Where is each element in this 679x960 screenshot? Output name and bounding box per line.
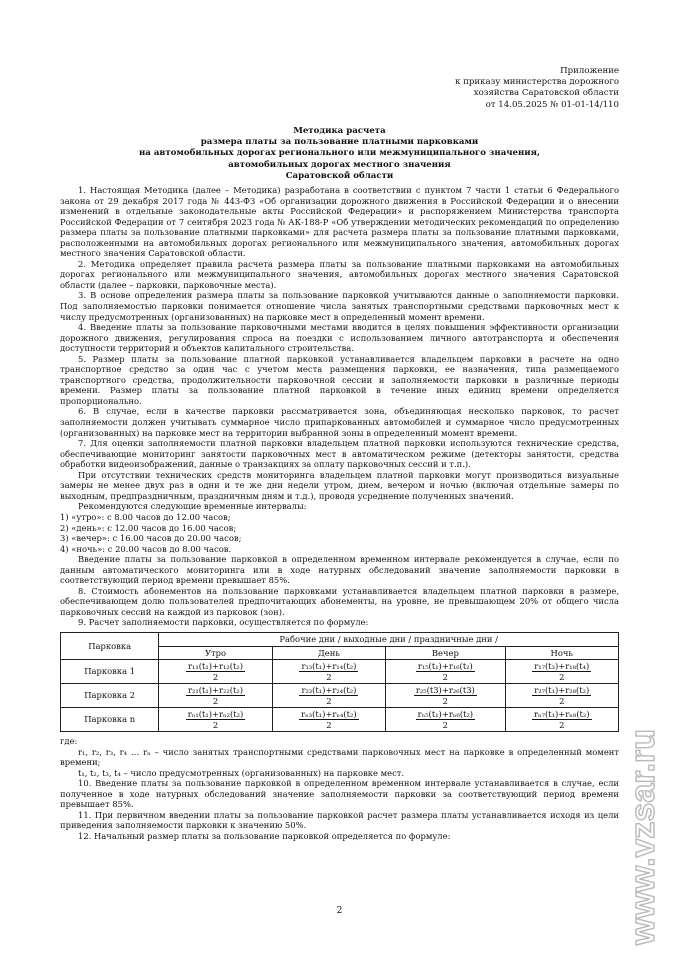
approval-block: [455, 66, 619, 111]
title-line: Саратовской области: [285, 170, 394, 181]
paragraph-7: 7. Для оценки заполняемости платной парковки владельцем платной парковки используются технические средства, обеспечивающие мониторинг занятости парковочных мест в автоматическом режиме (детекторы занятости, средства обработки видеоизображений, данные о транзакциях за оплату парковочных сессий и т.п.).: [60, 438, 619, 470]
fraction-numerator: r₁₅(t₁)+r₁₆(t₂): [417, 661, 473, 672]
formula-cell: [159, 660, 272, 684]
formula-cell: [159, 708, 272, 732]
period-header: День: [272, 646, 385, 660]
formula-cell: [505, 660, 618, 684]
title-line: на автомобильных дорогах регионального или межмуниципального значения,: [138, 148, 541, 159]
paragraph-9: 9. Расчет заполняемости парковки, осуществляется по формуле:: [78, 617, 369, 628]
table-row: [61, 708, 619, 732]
watermark: [624, 620, 668, 950]
period-header: Утро: [159, 646, 272, 660]
column-header-parking: Парковка: [61, 632, 159, 659]
fraction-denominator: 2: [212, 696, 219, 707]
row-label: Парковка n: [61, 708, 159, 732]
fraction-numerator: r₂₇(t₁)+r₂₈(t₂): [534, 685, 590, 696]
formula-cell: [386, 660, 505, 684]
interval-item: 1) «утро»: с 8.00 часов до 12.00 часов;: [60, 511, 231, 522]
formula-cell: [272, 684, 385, 708]
definition-r: r₁, r₂, r₃, r₄ … rₙ – число занятых транспортными средствами парковочных мест на парковке в определенный момент времени;: [60, 746, 619, 768]
interval-item: 3) «вечер»: с 16.00 часов до 20.00 часов;: [60, 533, 242, 544]
formula-cell: [159, 684, 272, 708]
paragraph-10: 10. Введение платы за пользование парковкой в определенном временном интервале устанавливается в случае, если полученное в ходе натурных обследований значение заполняемости парковки за соответствующий период времени превышает 85%.: [60, 778, 619, 810]
formula-cell: [386, 708, 505, 732]
fraction-numerator: r₂₁(t₁)+r₂₂(t₂): [188, 685, 244, 696]
fraction-denominator: 2: [212, 672, 219, 683]
table-row: [61, 684, 619, 708]
paragraph-6: 6. В случае, если в качестве парковки рассматривается зона, объединяющая несколько парковок, то расчет заполняемости должен учитывать суммарное число припаркованных автомобилей и суммарное число предусмотренных (организованных) на парковке мест на территории выбранной зоны в определенный момент времени.: [60, 406, 619, 438]
table-row: [61, 660, 619, 684]
period-header: Ночь: [505, 646, 618, 660]
title-line: Методика расчета: [293, 126, 386, 136]
fraction-numerator: r₁₇(t₃)+r₁₈(t₄): [534, 661, 590, 672]
interval-item: 2) «день»: с 12.00 часов до 16.00 часов;: [60, 522, 237, 533]
fraction-denominator: 2: [559, 672, 565, 683]
paragraph-1: 1. Настоящая Методика (далее – Методика) разработана в соответствии с пунктом 7 части 1 статьи 6 Федерального закона от 29 декабря 2017 года № 443-ФЗ «Об организации дорожного движения в Российской Федерации и о внесении изменений в отдельные законодательные акты Российской Федерации» и распоряжением Министерства транспорта Российской Федерации от 7 сентября 2023 года № АК-188-Р «Об утверждении методических рекомендаций по определению размера платы за пользование платными парковками» для расчета размера платы за пользование платными парковками, расположенными на автомобильных дорогах регионального или межмуниципального значения, автомобильных дорогах местного значения Саратовской области.: [60, 185, 619, 259]
fraction-denominator: 2: [326, 720, 332, 731]
formula-cell: [505, 708, 618, 732]
column-header-days: Рабочие дни / выходные дни / праздничные дни /: [159, 632, 619, 646]
paragraph-7d: Введение платы за пользование парковкой в определенном временном интервале рекомендуется в случае, если по данным автоматического мониторинга или в ходе натурных обследований значение заполняемости парковки в соответствующий период времени превышает 85%.: [60, 554, 619, 586]
fraction-denominator: 2: [326, 672, 332, 683]
approval-line: к приказу министерства дорожного: [455, 77, 619, 88]
paragraph-7b: При отсутствии технических средств мониторинга владельцем платной парковки могут производиться визуальные замеры не менее двух раз в одни и те же дни недели утром, днем, вечером и ночью (включая отдельные замеры по выходным, предпраздничным, праздничным дням и т.д.), проводя усреднение полученных значений.: [60, 469, 619, 501]
fraction-denominator: 2: [212, 720, 219, 731]
fraction-numerator: r₁₁(t₁)+r₁₂(t₂): [188, 661, 244, 672]
fraction-denominator: 2: [559, 720, 565, 731]
formula-cell: [272, 660, 385, 684]
paragraph-2: 2. Методика определяет правила расчета размера платы за пользование платными парковками на автомобильных дорогах регионального или межмуниципального значения, автомобильных дорогах местного значения Саратовской области (далее – парковки, парковочные места).: [60, 258, 619, 290]
fraction-denominator: 2: [442, 720, 448, 731]
fraction-numerator: rₙ₅(t₁)+rₙ₆(t₂): [417, 709, 474, 720]
fraction-numerator: r₂₅(t3)+r₂₆(t3): [415, 685, 475, 696]
fraction-denominator: 2: [559, 696, 565, 707]
watermark-text: www.vzsar.ru: [624, 728, 662, 945]
approval-line: хозяйства Саратовской области: [473, 88, 619, 99]
document-body: [60, 185, 619, 842]
fraction-numerator: r₂₃(t₁)+r₂₄(t₂): [301, 685, 357, 696]
row-label: Парковка 2: [61, 684, 159, 708]
period-header: Вечер: [386, 646, 505, 660]
paragraph-5: 5. Размер платы за пользование платной парковкой устанавливается владельцем парковки в расчете на одно транспортное средство за один час с учетом места размещения парковки, ее назначения, типа размещаемого транспортного средства, продолжительности парковочной сессии и заполняемости парковки в различные периоды времени. Размер платы за пользование платной парковкой в течение иных единиц времени определяется пропорционально.: [60, 353, 619, 406]
fraction-numerator: rₙ₁(t₁)+rₙ₂(t₂): [187, 709, 244, 720]
formula-cell: [272, 708, 385, 732]
document-title: [60, 126, 619, 182]
paragraph-12: 12. Начальный размер платы за пользование парковкой определяется по формуле:: [78, 830, 451, 841]
fraction-numerator: r₁₃(t₁)+r₁₄(t₂): [301, 661, 357, 672]
page-number: 2: [336, 906, 343, 916]
row-label: Парковка 1: [61, 660, 159, 684]
paragraph-3: 3. В основе определения размера платы за пользование парковкой учитываются данные о заполняемости парковки. Под заполняемостью парковки понимается отношение числа занятых транспортными средствами парковочных мест к числу предусмотренных (организованных) на парковке мест в определенный момент времени.: [60, 290, 619, 322]
paragraph-8: 8. Стоимость абонементов на пользование парковками устанавливается владельцем платной парковки в размере, обеспечивающем долю пользователей предпочитающих абонементы, на уровне, не превышающем 20% от общего числа парковочных сессий на каждой из парковок (зон).: [60, 585, 619, 617]
fraction-numerator: rₙ₃(t₁)+rₙ₄(t₂): [301, 709, 357, 720]
title-line: размера платы за пользование платными парковками: [200, 137, 479, 148]
where-label: где:: [60, 736, 78, 747]
paragraph-4: 4. Введение платы за пользование парковочными местами вводится в целях повышения эффективности организации дорожного движения, регулирования спроса на поездки с использованием личного автотранспорта и обеспечения доступности территорий и объектов капитального строительства.: [60, 322, 619, 354]
approval-line: Приложение: [560, 66, 619, 76]
approval-line: от 14.05.2025 № 01-01-14/110: [485, 99, 619, 110]
formula-cell: [386, 684, 505, 708]
occupancy-formula-table: [60, 632, 619, 732]
paragraph-7c: Рекомендуются следующие временные интервалы:: [78, 501, 307, 512]
fraction-numerator: rₙ₇(t₁)+rₙ₈(t₂): [534, 709, 590, 720]
interval-item: 4) «ночь»: с 20.00 часов до 8.00 часов.: [60, 543, 232, 554]
formula-cell: [505, 684, 618, 708]
fraction-denominator: 2: [442, 672, 448, 683]
title-line: автомобильных дорогах местного значения: [228, 159, 451, 170]
definition-t: t₁, t₂, t₃, t₄ – число предусмотренных (организованных) на парковке мест.: [78, 767, 405, 778]
fraction-denominator: 2: [326, 696, 332, 707]
paragraph-11: 11. При первичном введении платы за пользование парковкой расчет размера платы устанавливается исходя из цели приведения заполняемости парковки к значению 50%.: [60, 809, 619, 831]
fraction-denominator: 2: [442, 696, 448, 707]
